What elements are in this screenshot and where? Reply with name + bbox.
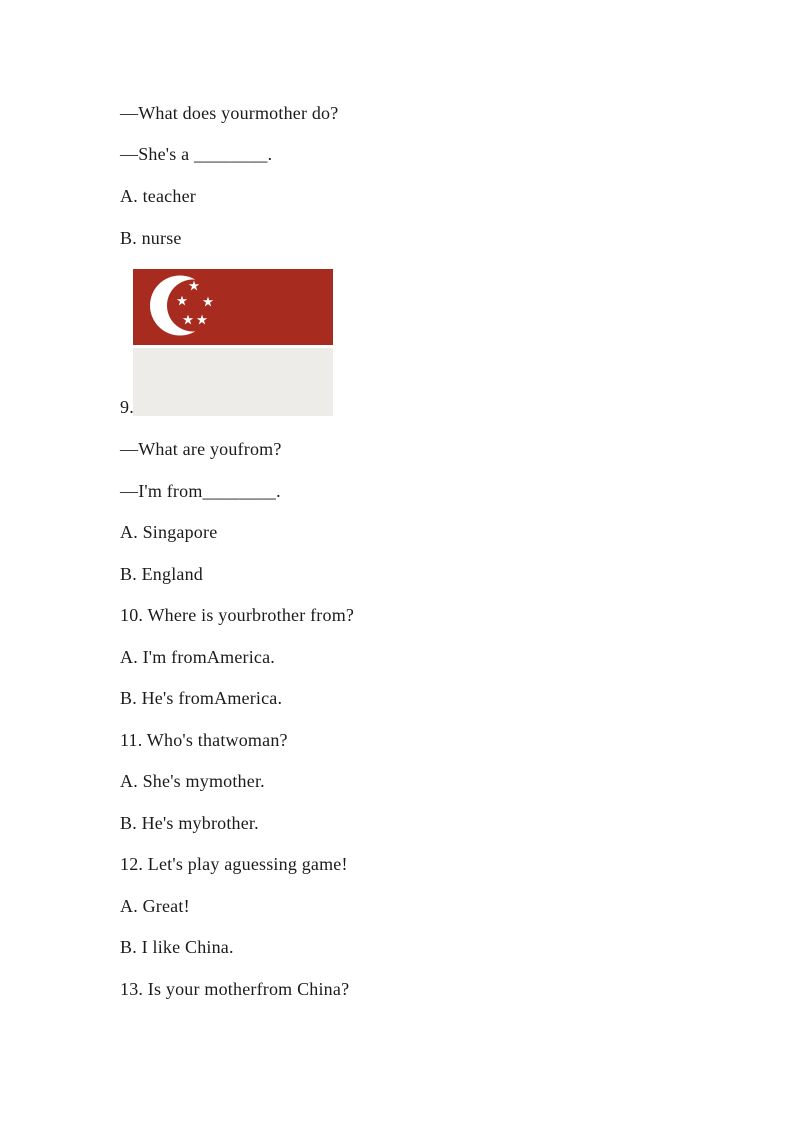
q11-question: 11. Who's thatwoman? xyxy=(120,730,288,750)
q8-dialogue-answer-blank: —She's a ________. xyxy=(120,144,273,164)
q8-option-b: B. nurse xyxy=(120,228,182,248)
q12-option-a: A. Great! xyxy=(120,896,190,916)
q10-option-b: B. He's fromAmerica. xyxy=(120,688,283,708)
q13-question: 13. Is your motherfrom China? xyxy=(120,979,350,999)
q9-dialogue-answer-blank: —I'm from________. xyxy=(120,481,281,501)
q9-option-a: A. Singapore xyxy=(120,522,218,542)
q12-option-b: B. I like China. xyxy=(120,937,234,957)
flag-white-band xyxy=(133,348,333,416)
q12-question: 12. Let's play aguessing game! xyxy=(120,854,348,874)
singapore-flag-svg xyxy=(133,269,333,416)
q11-option-b: B. He's mybrother. xyxy=(120,813,259,833)
q8-option-a: A. teacher xyxy=(120,186,196,206)
q11-option-a: A. She's mymother. xyxy=(120,771,265,791)
q9-option-b: B. England xyxy=(120,564,203,584)
q9-number: 9. xyxy=(120,397,134,417)
q8-dialogue-question: —What does yourmother do? xyxy=(120,103,339,123)
q10-option-a: A. I'm fromAmerica. xyxy=(120,647,275,667)
singapore-flag-image xyxy=(133,269,333,416)
q10-question: 10. Where is yourbrother from? xyxy=(120,605,355,625)
q9-dialogue-question: —What are youfrom? xyxy=(120,439,282,459)
